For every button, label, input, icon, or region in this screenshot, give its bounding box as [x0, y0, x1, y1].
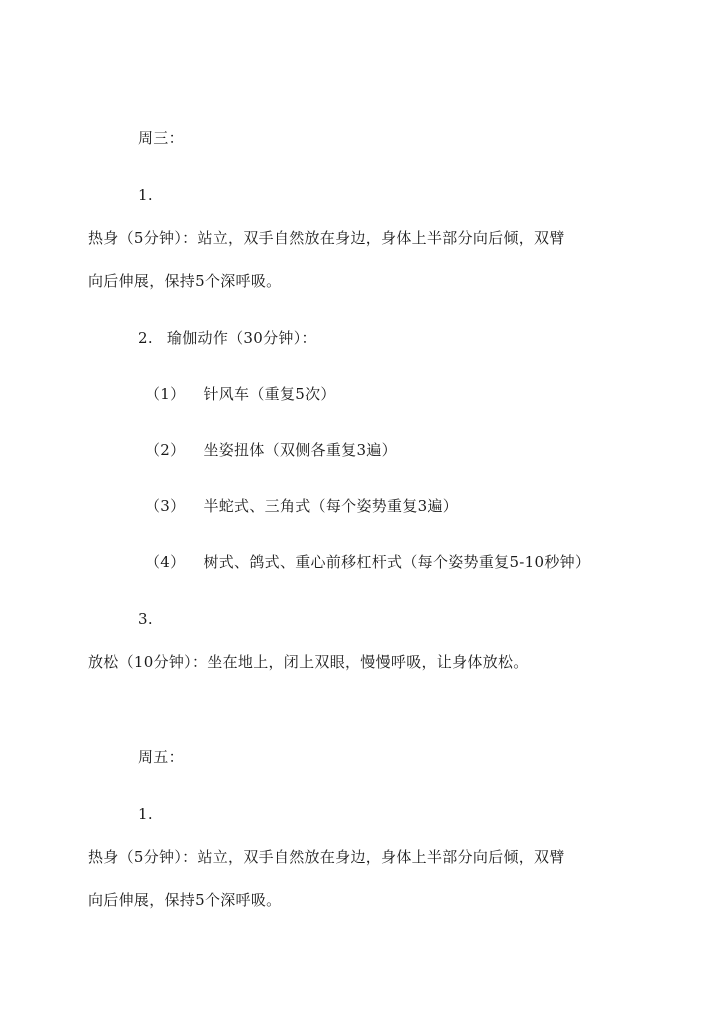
sub-item: [145, 552, 590, 572]
list-item: [138, 328, 317, 348]
item-number: 1.: [138, 805, 153, 823]
sub-item-text: 树式、鸽式、重心前移杠杆式（每个姿势重复5-10秒钟）: [203, 553, 591, 571]
item-number: 3.: [138, 610, 153, 628]
sub-item: [145, 496, 458, 516]
section-heading-friday: 周五：: [138, 748, 184, 766]
item-text-line: 热身（5分钟）：站立，双手自然放在身边，身体上半部分向后倾，双臂: [88, 848, 565, 866]
sub-item-label: （4）: [145, 553, 186, 571]
sub-item-label: （2）: [145, 441, 186, 459]
item-number: 1.: [138, 186, 153, 204]
item-text-line: 热身（5分钟）：站立，双手自然放在身边，身体上半部分向后倾，双臂: [88, 229, 565, 247]
item-text-line: 向后伸展，保持5个深呼吸。: [88, 272, 282, 290]
sub-item-label: （1）: [145, 385, 186, 403]
sub-item: [145, 384, 336, 404]
item-number: 2.: [138, 329, 153, 347]
item-text-line: 向后伸展，保持5个深呼吸。: [88, 891, 282, 909]
item-text-line: 放松（10分钟）：坐在地上，闭上双眼，慢慢呼吸，让身体放松。: [88, 653, 529, 671]
item-title: 瑜伽动作（30分钟）：: [166, 329, 317, 347]
sub-item-text: 坐姿扭体（双侧各重复3遍）: [203, 441, 397, 459]
sub-item-label: （3）: [145, 497, 186, 515]
section-heading-wednesday: 周三：: [138, 129, 184, 147]
sub-item-text: 针风车（重复5次）: [203, 385, 336, 403]
sub-item: [145, 440, 397, 460]
sub-item-text: 半蛇式、三角式（每个姿势重复3遍）: [203, 497, 459, 515]
